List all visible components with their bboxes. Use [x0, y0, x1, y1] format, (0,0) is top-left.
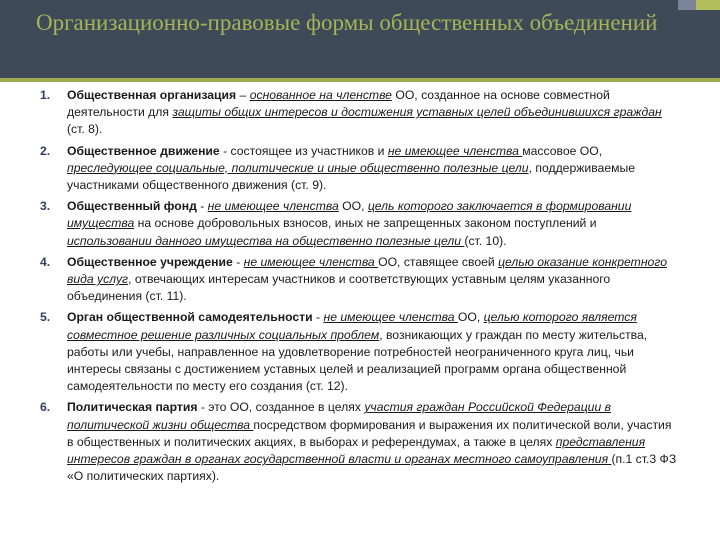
emphasized-text: целью которого является совместное решение различных социальных проблем — [67, 310, 637, 342]
item-text: , возникающих у граждан по месту жительства, работы или учебы, направленное на удовлетворение потребностей неограниченного круга лиц, чьи интересы связаны с достижением уставных целей и реализацией программ органа общественной самодеятельности по месту его создания (ст. 12). — [67, 327, 648, 394]
slide-title: Организационно-правовые формы общественных объединений — [36, 10, 658, 35]
item-text: - это ОО, созданное в целях — [197, 400, 365, 415]
emphasized-text: целью оказание конкретного вида услуг — [67, 254, 667, 287]
emphasized-text: основанное на членстве — [249, 88, 392, 102]
emphasized-text: представления интересов граждан в органах государственной власти и органах местного самоуправления — [67, 434, 646, 467]
list-item — [40, 143, 680, 195]
item-text: , поддерживаемые участниками общественного движения (ст. 9). — [67, 160, 636, 193]
header-accent-block — [696, 0, 720, 10]
list-item — [40, 198, 680, 250]
slide-content — [40, 87, 680, 489]
emphasized-text: цель которого заключается в формировании имущества — [67, 199, 632, 231]
item-text: массовое ОО, — [522, 143, 603, 158]
item-number: 4. — [40, 254, 51, 269]
item-text: - — [232, 254, 244, 269]
item-number: 1. — [40, 88, 51, 102]
item-text: – — [236, 88, 250, 102]
list-item — [40, 309, 680, 395]
header-divider — [0, 78, 720, 82]
item-number: 2. — [40, 143, 51, 158]
item-text: ОО, — [338, 199, 368, 214]
term-name: Общественное движение — [67, 143, 220, 158]
item-text: ОО, созданное на основе совместной деятельности для — [67, 88, 610, 120]
item-text: посредством формирования и выражения их политической воли, участия в общественных и политических акциях, в выборах и референдумах, а также в целях — [67, 417, 672, 449]
item-text: , отвечающих интересам участников и соответствующих уставным целям указанного объединения (ст. 11). — [67, 272, 611, 304]
emphasized-text: не имеющее членства — [207, 199, 339, 214]
term-name: Общественное учреждение — [67, 254, 233, 269]
item-text: - состоящее из участников и — [219, 143, 388, 158]
emphasized-text: не имеющее членства — [323, 310, 458, 325]
emphasized-text: не имеющее членства — [243, 254, 379, 269]
emphasized-text: защиты общих интересов и достижения уставных целей объединившихся граждан — [172, 105, 662, 120]
list-item — [40, 254, 680, 306]
item-text: (ст. 8). — [67, 122, 103, 137]
emphasized-text: преследующее социальные, политические и иные общественно полезные цели — [67, 160, 529, 175]
item-number: 5. — [40, 310, 51, 325]
item-number: 3. — [40, 199, 51, 214]
emphasized-text: использовании данного имущества на общественно полезные цели — [67, 233, 465, 248]
term-name: Политическая партия — [67, 400, 198, 415]
definitions-list — [40, 87, 680, 485]
item-text: (п.1 ст.3 ФЗ «О политических партиях). — [67, 452, 677, 484]
item-number: 6. — [40, 400, 51, 415]
emphasized-text: участия граждан Российской Федерации в политической жизни общества — [67, 400, 611, 432]
item-text: - — [312, 310, 324, 325]
item-text: - — [196, 199, 208, 214]
item-text: ОО, ставящее своей — [378, 254, 499, 269]
emphasized-text: не имеющее членства — [387, 143, 523, 158]
item-text: ОО, — [457, 310, 484, 325]
term-name: Орган общественной самодеятельности — [67, 310, 313, 325]
term-name: Общественная организация — [67, 88, 237, 102]
item-text: на основе добровольных взносов, иных не запрещенных законом поступлений и — [134, 216, 597, 231]
list-item — [40, 399, 680, 485]
item-text: (ст. 10). — [464, 233, 507, 248]
header-accent-block — [678, 0, 696, 10]
list-item — [40, 87, 680, 139]
term-name: Общественный фонд — [67, 199, 197, 214]
